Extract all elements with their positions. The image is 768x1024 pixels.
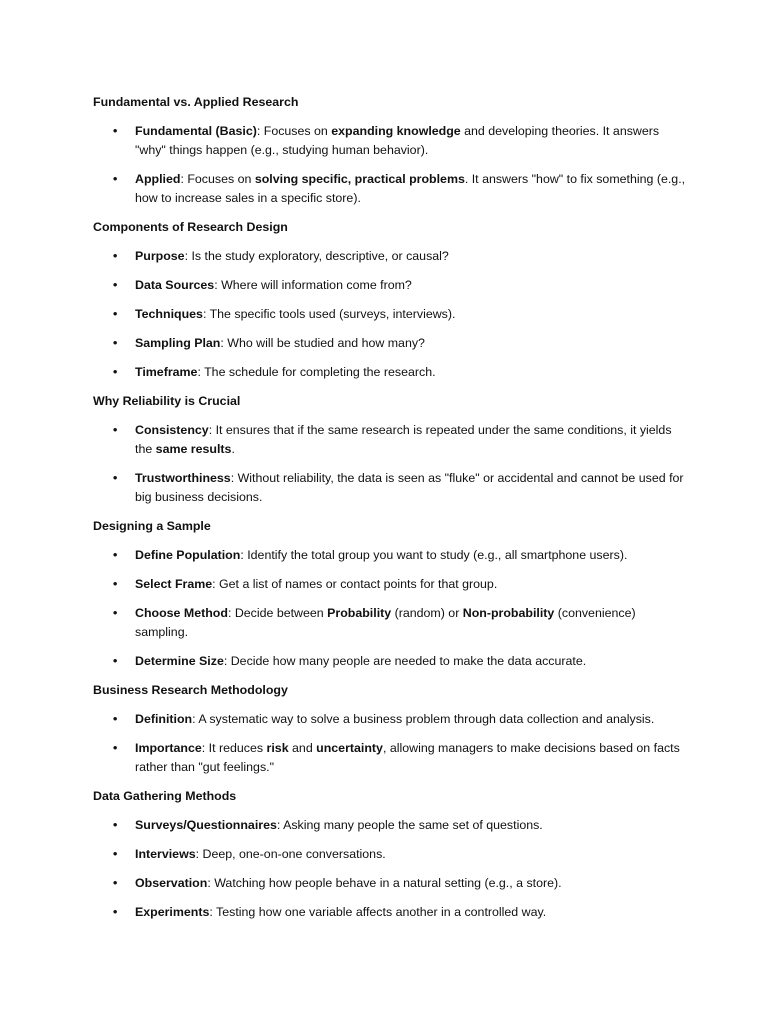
list-item: • Definition: A systematic way to solve a business problem through data collection and analysis. — [93, 710, 690, 729]
list-item: • Sampling Plan: Who will be studied and how many? — [93, 334, 690, 353]
list-item: • Data Sources: Where will information come from? — [93, 276, 690, 295]
section-heading: Business Research Methodology — [93, 683, 288, 697]
list-item: • Surveys/Questionnaires: Asking many people the same set of questions. — [93, 816, 690, 835]
bullet-icon: • — [113, 307, 118, 321]
list-item: • Timeframe: The schedule for completing the research. — [93, 363, 690, 382]
bullet-icon: • — [113, 249, 118, 263]
bullet-list — [93, 247, 693, 382]
list-item: • Trustworthiness: Without reliability, the data is seen as "fluke" or accidental and cannot be used for big business decisions. — [113, 471, 684, 504]
section-heading: Why Reliability is Crucial — [93, 394, 241, 408]
bullet-icon: • — [113, 548, 118, 562]
list-item: • Choose Method: Decide between Probability (random) or Non-probability (convenience) sampling. — [113, 606, 636, 639]
list-item: • Importance: It reduces risk and uncertainty, allowing managers to make decisions based on facts rather than "gut feelings." — [113, 741, 680, 774]
bullet-icon: • — [113, 712, 118, 726]
bullet-icon: • — [113, 741, 118, 755]
document-page — [93, 93, 693, 932]
section — [93, 218, 693, 382]
section — [93, 93, 693, 208]
bullet-icon: • — [113, 654, 118, 668]
bullet-icon: • — [113, 905, 118, 919]
bullet-icon: • — [113, 172, 118, 186]
bullet-icon: • — [113, 577, 118, 591]
list-item: • Observation: Watching how people behave in a natural setting (e.g., a store). — [93, 874, 690, 893]
bullet-icon: • — [113, 278, 118, 292]
bullet-icon: • — [113, 336, 118, 350]
section — [93, 681, 693, 777]
section — [93, 517, 693, 671]
bullet-icon: • — [113, 124, 118, 138]
bullet-icon: • — [113, 876, 118, 890]
bullet-list — [93, 816, 693, 922]
list-item: • Consistency: It ensures that if the same research is repeated under the same conditions, it yields the same results. — [113, 423, 672, 456]
bullet-list — [93, 122, 693, 208]
bullet-icon: • — [113, 847, 118, 861]
list-item: • Define Population: Identify the total group you want to study (e.g., all smartphone users). — [93, 546, 690, 565]
list-item: • Interviews: Deep, one-on-one conversations. — [93, 845, 690, 864]
bullet-icon: • — [113, 606, 118, 620]
section — [93, 787, 693, 922]
section-heading: Data Gathering Methods — [93, 789, 237, 803]
bullet-list — [93, 421, 693, 507]
list-item: • Purpose: Is the study exploratory, descriptive, or causal? — [93, 247, 690, 266]
list-item: • Techniques: The specific tools used (surveys, interviews). — [93, 305, 690, 324]
bullet-list — [93, 710, 693, 777]
list-item: • Experiments: Testing how one variable affects another in a controlled way. — [93, 903, 690, 922]
bullet-icon: • — [113, 365, 118, 379]
list-item: • Applied: Focuses on solving specific, practical problems. It answers "how" to fix something (e.g., how to increase sales in a specific store). — [113, 172, 686, 205]
section-heading: Designing a Sample — [93, 519, 211, 533]
section-heading: Components of Research Design — [93, 220, 288, 234]
bullet-icon: • — [113, 423, 118, 437]
section — [93, 392, 693, 507]
bullet-icon: • — [113, 818, 118, 832]
section-heading: Fundamental vs. Applied Research — [93, 95, 299, 109]
list-item: • Fundamental (Basic): Focuses on expanding knowledge and developing theories. It answers "why" things happen (e.g., studying human behavior). — [113, 124, 660, 157]
list-item: • Determine Size: Decide how many people are needed to make the data accurate. — [93, 652, 690, 671]
bullet-list — [93, 546, 693, 671]
list-item: • Select Frame: Get a list of names or contact points for that group. — [93, 575, 690, 594]
bullet-icon: • — [113, 471, 118, 485]
